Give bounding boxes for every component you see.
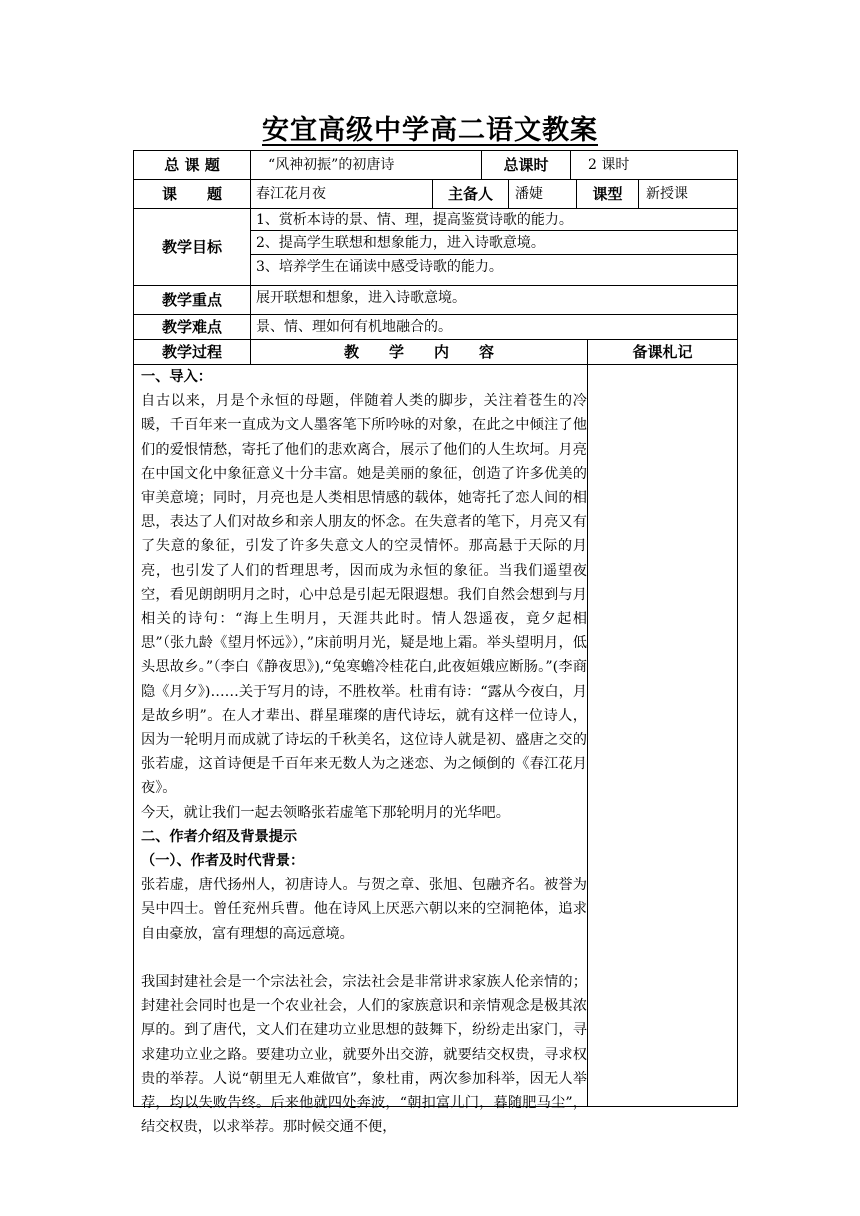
- teaching-goals-label: 教学目标: [161, 237, 222, 256]
- paragraph: 我国封建社会是一个宗法社会，宗法社会是非常讲求家族人伦亲情的；封建社会同时也是一个农业社会，人们的家族意识和亲情观念是极其浓厚的。到了唐代，文人们在建功立业思想的鼓舞下，纷纷走出家门，寻求建功立业之路。要建功立业，就要外出交游，就要结交权贵，寻求权贵的举荐。人说“朝里无人难做官”，象杜甫，两次参加科举，因无人举荐，均以失败告终。后来他就四处奔波，“朝扣富儿门，暮随肥马尘”，结交权贵，以求举荐。那时候交通不便，: [141, 974, 587, 1136]
- lesson-type-value: 新授课: [646, 186, 688, 202]
- lesson-type-label: 课型: [592, 184, 623, 203]
- goal-item: 2、提高学生联想和想象能力，进入诗歌意境。: [256, 234, 545, 251]
- topic-value: 春江花月夜: [256, 186, 326, 202]
- key-point-value: 展开联想和想象，进入诗歌意境。: [256, 290, 466, 306]
- paragraph: 张若虚，唐代扬州人，初唐诗人。与贺之章、张旭、包融齐名。被誉为吴中四士。曾任兖州兵曹。他在诗风上厌恶六朝以来的空洞艳体，追求自由豪放，富有理想的高远意境。: [141, 877, 587, 942]
- teaching-content: [141, 365, 587, 1139]
- difficulty-value: 景、情、理如何有机地融合的。: [256, 319, 452, 335]
- section-heading: 一、导入：: [141, 369, 212, 385]
- preparer-label: 主备人: [447, 184, 493, 203]
- total-topic-label: 总 课 题: [164, 155, 220, 174]
- section-heading: 二、作者介绍及背景提示: [141, 828, 298, 845]
- content-label: 教 学 内 容: [343, 342, 494, 361]
- process-label: 教学过程: [161, 342, 222, 361]
- preparer-value: 潘婕: [515, 186, 543, 202]
- paragraph: 自古以来，月是个永恒的母题，伴随着人类的脚步，关注着苍生的冷暖，千百年来一直成为文人墨客笔下所吟咏的对象，在此之中倾注了他们的爱恨情愁，寄托了他们的悲欢离合，展示了他们的人生坎坷。月亮在中国文化中象征意义十分丰富。她是美丽的象征，创造了许多优美的审美意境；同时，月亮也是人类相思情感的载体，她寄托了恋人间的相思，表达了人们对故乡和亲人朋友的怀念。在失意者的笔下，月亮又有了失意的象征，引发了许多失意文人的空灵情怀。那高悬于天际的月亮，也引发了人们的哲理思考，因而成为永恒的象征。当我们遥望夜空，看见朗朗明月之时，心中总是引起无限遐想。我们自然会想到与月相关的诗句：“海上生明月，天涯共此时。情人怨遥夜，竟夕起相思”（张九龄《望月怀远》），”床前明月光，疑是地上霜。举头望明月，低头思故乡。”（李白《静夜思》),“兔寒蟾冷桂花白,此夜姮娥应断肠。”(李商隐《月夕》)……关于写月的诗，不胜枚举。杜甫有诗：“露从今夜白，月是故乡明”。在人才辈出、群星璀璨的唐代诗坛，就有这样一位诗人，因为一轮明月而成就了诗坛的千秋美名，这位诗人就是初、盛唐之交的张若虚，这首诗便是千百年来无数人为之迷恋、为之倾倒的《春江花月夜》。: [141, 393, 587, 797]
- total-topic-value: “风神初振”的初唐诗: [268, 157, 395, 173]
- total-hours-value: 2 课时: [588, 157, 630, 173]
- subsection-heading: （一）、作者及时代背景：: [141, 853, 305, 870]
- topic-label: 课 题: [161, 184, 222, 203]
- page-title: 安宜高级中学高二语文教案: [262, 115, 598, 146]
- goal-item: 3、培养学生在诵读中感受诗歌的能力。: [256, 258, 503, 275]
- difficulty-label: 教学难点: [161, 317, 222, 336]
- goal-item: 1、赏析本诗的景、情、理，提高鉴赏诗歌的能力。: [256, 211, 573, 228]
- paragraph: 今天，就让我们一起去领略张若虚笔下那轮明月的光华吧。: [141, 804, 510, 821]
- notes-label: 备课札记: [632, 342, 693, 361]
- total-hours-label: 总课时: [503, 155, 549, 174]
- key-point-label: 教学重点: [161, 290, 222, 309]
